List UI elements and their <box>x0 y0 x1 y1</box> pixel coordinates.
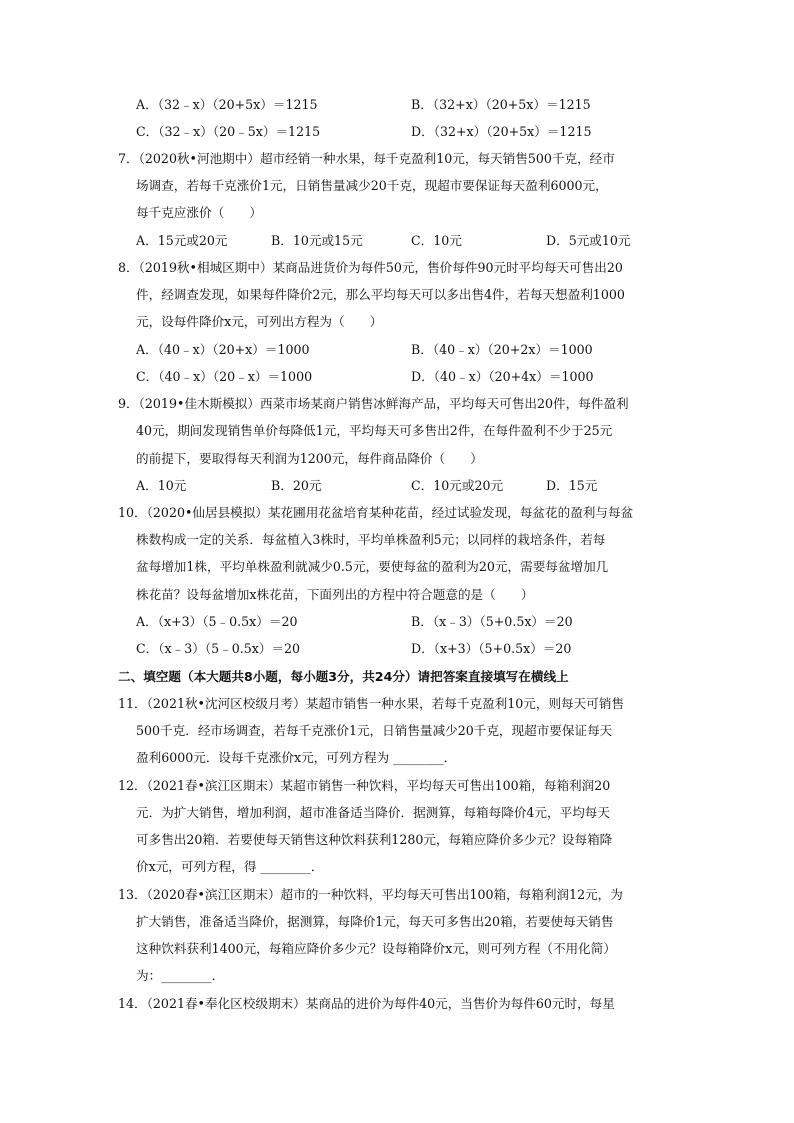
q10-option-d: D．（x+3）（5+0.5x）＝20 <box>411 641 572 656</box>
q6-option-c: C．（32﹣x）（20﹣5x）＝1215 <box>136 124 321 139</box>
q9-option-b: B．20元 <box>271 478 322 493</box>
q14-line-1: 14．（2021春•奉化区校级期末）某商品的进价为每件40元，当售价为每件60元时，每星 <box>118 996 615 1011</box>
q9-option-a: A．10元 <box>136 478 187 493</box>
q7-line-3: 每千克应涨价（ ） <box>136 205 262 220</box>
q9-line-3: 的前提下，要取得每天利润为1200元，每件商品降价（ ） <box>136 451 483 466</box>
q8-option-c: C．（40﹣x）（20﹣x）＝1000 <box>136 369 313 384</box>
q9-option-d: D．15元 <box>546 478 598 493</box>
q10-line-3: 盆每增加1株，平均单株盈利就减少0.5元，要使每盆的盈利为20元，需要每盆增加几 <box>136 559 609 574</box>
q12-line-4: 价x元，可列方程，得 ________． <box>136 859 324 874</box>
q8-option-d: D．（40﹣x）（20+4x）＝1000 <box>411 369 594 384</box>
q10-line-2: 株数构成一定的关系．每盆植入3株时，平均单株盈利5元；以同样的栽培条件，若每 <box>136 532 606 547</box>
q6-option-b: B．（32+x）（20+5x）＝1215 <box>411 97 591 112</box>
q13-line-3: 这种饮料获利1400元，每箱应降价多少元？设每箱降价x元，则可列方程（不用化简） <box>136 941 616 956</box>
q7-line-1: 7．（2020秋•河池期中）超市经销一种水果，每千克盈利10元，每天销售500千克，经市 <box>118 151 615 166</box>
q8-option-a: A．（40﹣x）（20+x）＝1000 <box>136 342 310 357</box>
q10-option-b: B．（x﹣3）（5+0.5x）＝20 <box>411 614 573 629</box>
q12-line-1: 12．（2021春•滨江区期末）某超市销售一种饮料，平均每天可售出100箱，每箱利润20 <box>118 778 611 793</box>
q12-line-2: 元．为扩大销售，增加利润，超市准备适当降价．据测算，每箱每降价4元，平均每天 <box>136 805 610 820</box>
q8-line-2: 件，经调查发现，如果每件降价2元，那么平均每天可以多出售4件，若每天想盈利1000 <box>136 287 625 302</box>
q9-option-c: C．10元或20元 <box>411 478 504 493</box>
q7-option-d: D．5元或10元 <box>546 233 631 248</box>
q13-line-2: 扩大销售，准备适当降价，据测算，每降价1元，每天可多售出20箱，若要使每天销售 <box>136 914 614 929</box>
q13-line-1: 13．（2020春•滨江区期末）超市的一种饮料，平均每天可售出100箱，每箱利润12元，为 <box>118 887 623 902</box>
q11-line-1: 11．（2021秋•沈河区校级月考）某超市销售一种水果，若每千克盈利10元，则每天可销售 <box>118 696 625 711</box>
q9-line-2: 40元，期间发现销售单价每降低1元，平均每天可多售出2件，在每件盈利不少于25元 <box>136 423 613 438</box>
q8-line-1: 8．（2019秋•相城区期中）某商品进货价为每件50元，售价每件90元时平均每天可售出20 <box>118 260 623 275</box>
q9-line-1: 9．（2019•佳木斯模拟）西菜市场某商户销售冰鲜海产品，平均每天可售出20件，每件盈利 <box>118 396 629 411</box>
q10-line-1: 10．（2020•仙居县模拟）某花圃用花盆培育某种花苗，经过试验发现，每盆花的盈利与每盆 <box>118 505 634 520</box>
q7-option-b: B．10元或15元 <box>271 233 363 248</box>
q10-line-4: 株花苗？设每盆增加x株花苗，下面列出的方程中符合题意的是（ ） <box>136 587 534 602</box>
q11-line-3: 盈利6000元．设每千克涨价x元，可列方程为 ________． <box>136 750 457 765</box>
q8-option-b: B．（40﹣x）（20+2x）＝1000 <box>411 342 593 357</box>
q7-line-2: 场调查，若每千克涨价1元，日销售量减少20千克，现超市要保证每天盈利6000元， <box>136 178 608 193</box>
q11-line-2: 500千克．经市场调查，若每千克涨价1元，日销售量减少20千克，现超市要保证每天 <box>136 723 613 738</box>
q10-option-c: C．（x﹣3）（5﹣0.5x）＝20 <box>136 641 301 656</box>
q6-option-d: D．（32+x）（20+5x）＝1215 <box>411 124 592 139</box>
q10-option-a: A．（x+3）（5﹣0.5x）＝20 <box>136 614 298 629</box>
section-2-header: 二、填空题（本大题共8小题，每小题3分，共24分）请把答案直接填写在横线上 <box>118 669 569 684</box>
q8-line-3: 元，设每件降价x元，可列出方程为（ ） <box>136 314 383 329</box>
q12-line-3: 可多售出20箱．若要使每天销售这种饮料获利1280元，每箱应降价多少元？设每箱降 <box>136 832 613 847</box>
q7-option-a: A．15元或20元 <box>136 233 228 248</box>
q6-option-a: A．（32﹣x）（20+5x）＝1215 <box>136 97 318 112</box>
q7-option-c: C．10元 <box>411 233 462 248</box>
q13-line-4: 为：________． <box>136 968 225 983</box>
